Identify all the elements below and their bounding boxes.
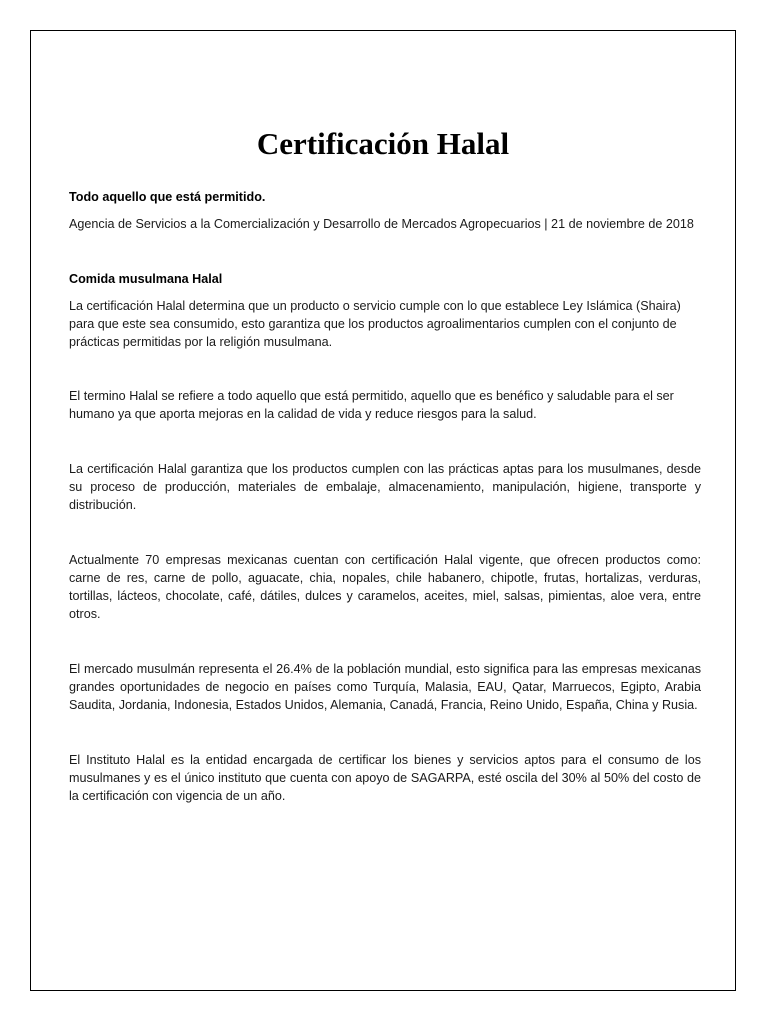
paragraph-halal-term: El termino Halal se refiere a todo aquello que está permitido, aquello que es benéfico y saludable para el ser humano ya que aporta mejoras en la calidad de vida y reduce riesgos para la salud. [69, 389, 674, 421]
document-page [30, 30, 736, 991]
document-body [69, 188, 701, 805]
subtitle-heading: Todo aquello que está permitido. [69, 190, 266, 204]
paragraph-guarantee: La certificación Halal garantiza que los productos cumplen con las prácticas aptas para los musulmanes, desde su proceso de producción, materiales de embalaje, almacenamiento, manipulación, higiene, transporte y distribución. [69, 462, 701, 512]
paragraph-halal-institute: El Instituto Halal es la entidad encargada de certificar los bienes y servicios aptos para el consumo de los musulmanes y es el único instituto que cuenta con apoyo de SAGARPA, esté oscila del 30% al 50% del costo de la certificación con vigencia de un año. [69, 753, 701, 803]
paragraph-mexican-companies: Actualmente 70 empresas mexicanas cuentan con certificación Halal vigente, que ofrecen productos como: carne de res, carne de pollo, aguacate, chia, nopales, chile habanero, chipotle, frutas, hortalizas, verduras, tortillas, lácteos, chocolate, café, dátiles, dulces y caramelos, aceites, miel, salsas, pimientas, aloe vera, entre otros. [69, 553, 701, 621]
paragraph-muslim-market: El mercado musulmán representa el 26.4% de la población mundial, esto significa para las empresas mexicanas grandes oportunidades de negocio en países como Turquía, Malasia, EAU, Qatar, Marruecos, Egipto, Arabia Saudita, Jordania, Indonesia, Estados Unidos, Alemania, Canadá, Francia, Reino Unido, España, China y Rusia. [69, 662, 701, 712]
document-title: Certificación Halal [256, 126, 510, 161]
section-heading: Comida musulmana Halal [69, 272, 223, 286]
paragraph-certification-definition: La certificación Halal determina que un producto o servicio cumple con lo que establece Ley Islámica (Shaira) para que este sea consumido, esto garantiza que los productos agroalimentarios cumplen con el conjunto de prácticas permitidas por la religión musulmana. [69, 299, 681, 349]
source-line: Agencia de Servicios a la Comercialización y Desarrollo de Mercados Agropecuarios | 21 de noviembre de 2018 [69, 217, 694, 231]
